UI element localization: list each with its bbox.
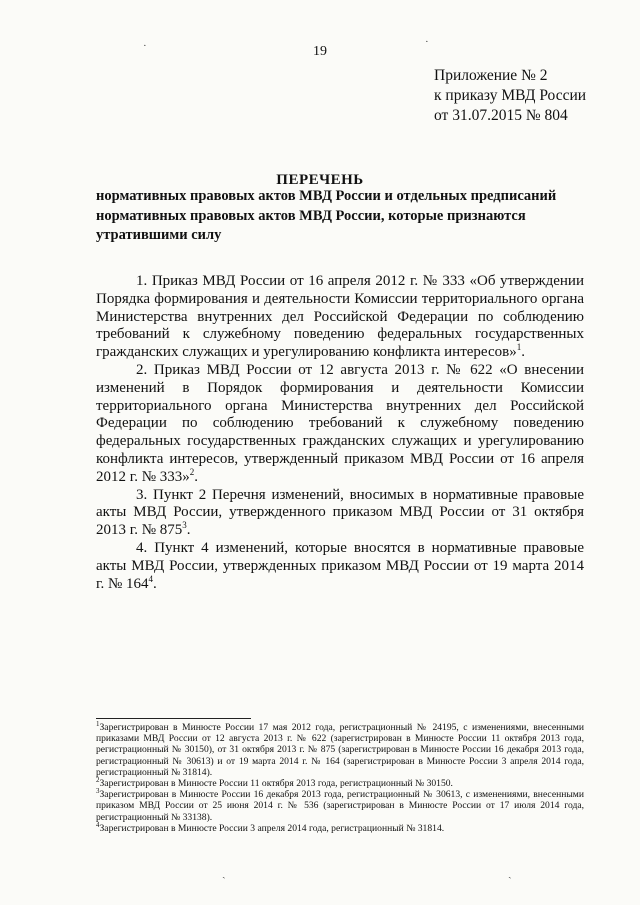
footnote — [96, 775, 584, 790]
page-number: 19 — [313, 44, 327, 59]
footnote-text: Зарегистрирован в Минюсте России 3 апреля 2014 года, регистрационный № 31814. — [99, 822, 445, 834]
footnote-text: Зарегистрирован в Минюсте России 11 октября 2013 года, регистрационный № 30150. — [99, 778, 453, 790]
list-item — [96, 362, 584, 487]
footnote — [96, 789, 584, 823]
document-title: ПЕРЕЧЕНЬ — [276, 172, 364, 188]
footnotes — [96, 719, 584, 834]
items-list — [96, 273, 584, 593]
item-end: . — [194, 468, 199, 485]
footnote-ref[interactable]: 3 — [182, 520, 187, 531]
footnote-divider — [96, 718, 251, 719]
footnote-number: 4 — [96, 820, 100, 829]
subtitle-line: нормативных правовых актов МВД России и отдельных предписаний — [96, 188, 557, 204]
footnote-ref[interactable]: 4 — [148, 573, 154, 584]
footnote-number: 1 — [96, 719, 100, 728]
subtitle-line: нормативных правовых актов МВД России, которые признаются — [96, 207, 526, 224]
footnote-ref[interactable]: 1 — [516, 342, 522, 353]
document-subtitle — [96, 187, 584, 246]
footnote-number: 3 — [96, 787, 100, 796]
item-text: 3. Пункт 2 Перечня изменений, вносимых в нормативные правовые акты МВД России, утвержденного приказом МВД России от 31 октября 2013 г. № 875 — [96, 486, 584, 539]
appendix-line: от 31.07.2015 № 804 — [434, 107, 568, 124]
appendix-header — [434, 66, 586, 126]
item-text: 4. Пункт 4 изменений, которые вносятся в нормативные правовые акты МВД России, утвержденных приказом МВД России от 19 марта 2014 г. № 164 — [96, 539, 584, 592]
scan-speck: ˏ — [508, 867, 512, 879]
footnote-text: Зарегистрирован в Минюсте России 16 декабря 2013 года, регистрационный № 30613, с изменениями, внесенными приказом МВД России от 25 июня 2014 г. № 536 (зарегистрирован в Минюсте России от 17 июля 2014 года, регистрационный № 33138). — [96, 789, 584, 823]
appendix-line: к приказу МВД России — [434, 87, 587, 104]
scan-speck: · — [143, 40, 147, 52]
list-item — [96, 273, 584, 362]
item-text: 1. Приказ МВД России от 16 апреля 2012 г. № 333 «Об утверждении Порядка формирования и деятельности Комиссии территориального органа Министерства внутренних дел Российской Федерации по соблюдению требований к служебному поведению федеральных государственных гражданских служащих и урегулированию конфликта интересов» — [96, 273, 584, 361]
footnote-number: 2 — [96, 775, 100, 784]
appendix-line: Приложение № 2 — [434, 67, 548, 84]
footnote — [96, 719, 584, 778]
footnote-ref[interactable]: 2 — [189, 466, 195, 477]
scan-speck: ˏ — [222, 867, 226, 879]
item-end: . — [153, 575, 157, 592]
footnote — [96, 820, 584, 834]
item-end: . — [521, 344, 525, 361]
scan-speck: · — [425, 36, 429, 48]
list-item — [96, 487, 584, 540]
item-text: 2. Приказ МВД России от 12 августа 2013 г. № 622 «О внесении изменений в Порядок формирования и деятельности Комиссии территориального органа Министерства внутренних дел Российской Федерации по соблюдению требований к служебному поведению федеральных государственных гражданских служащих и урегулированию конфликта интересов, утвержденный приказом МВД России от 16 апреля 2012 г. № 333» — [96, 361, 584, 485]
subtitle-line: утратившими силу — [96, 227, 222, 243]
list-item — [96, 540, 584, 593]
item-end: . — [186, 522, 191, 539]
footnote-text: Зарегистрирован в Минюсте России 17 мая 2012 года, регистрационный № 24195, с изменениями, внесенными приказами МВД России от 12 августа 2013 г. № 622 (зарегистрирован в Минюсте России 11 октября 2013 года, регистрационный № 30150), от 31 октября 2013 г. № 875 (зарегистрирован в Минюсте России 16 декабря 2013 года, регистрационный № 30613) и от 19 марта 2014 г. № 164 (зарегистрирован в Минюсте России 3 апреля 2014 года, регистрационный № 31814). — [96, 722, 584, 778]
